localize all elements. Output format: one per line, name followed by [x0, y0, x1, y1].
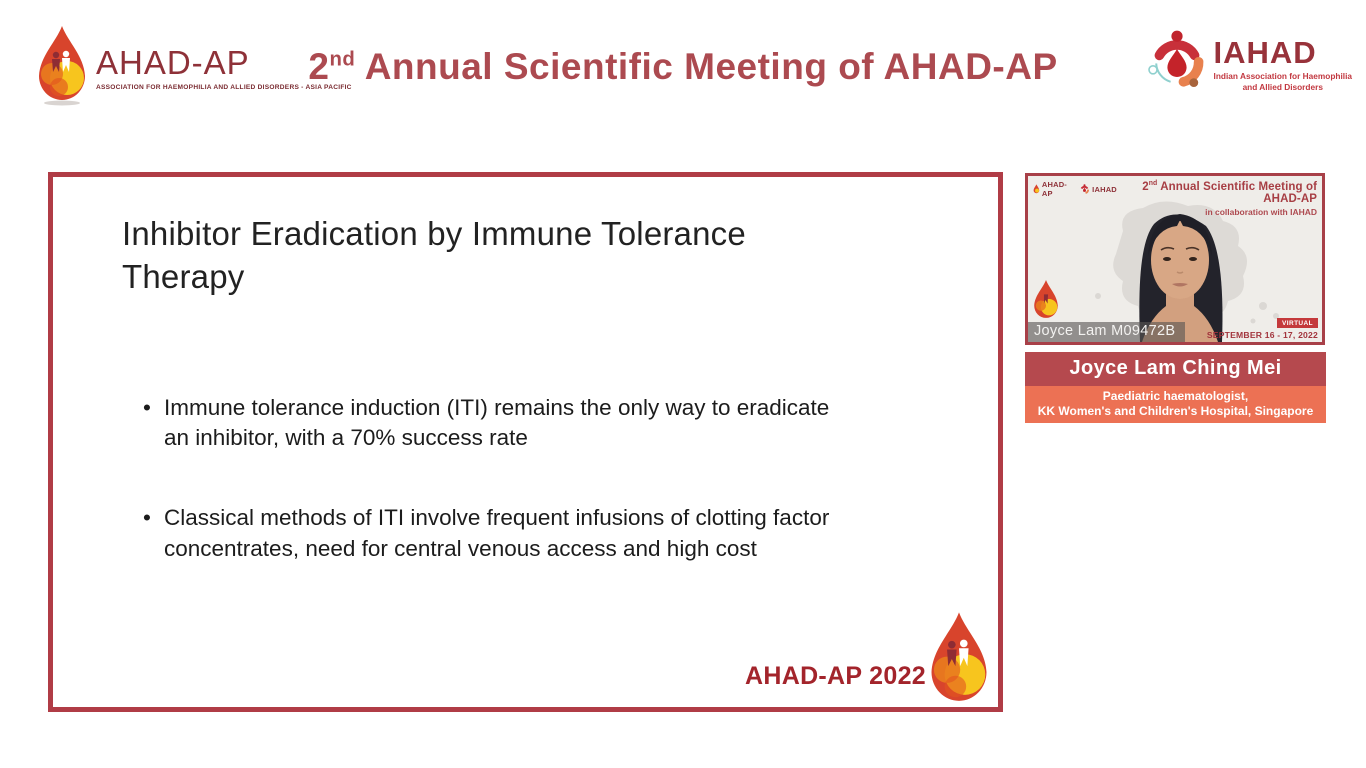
- virtual-badge: VIRTUAL: [1277, 318, 1318, 328]
- iahad-logo-name: IAHAD: [1213, 35, 1317, 71]
- video-date-text: SEPTEMBER 16 - 17, 2022: [1206, 330, 1318, 340]
- slide-bullet: • Classical methods of ITI involve frequent infusions of clotting factor concentrates, need for central venous access and high cost: [143, 503, 998, 564]
- video-banner-title: 2nd Annual Scientific Meeting of AHAD-AP: [1142, 180, 1317, 205]
- mini-ahadap-logo: AHAD-AP: [1033, 180, 1069, 198]
- ahadap-2022-drop-icon: [925, 610, 993, 713]
- speaker-name: Joyce Lam Ching Mei: [1025, 352, 1326, 386]
- iahad-logo-tagline2: and Allied Disorders: [1242, 81, 1323, 92]
- slide-bullet-list: [53, 393, 998, 564]
- slide-footer-logo-text: AHAD-AP 2022: [745, 662, 926, 690]
- speaker-card: [1025, 352, 1326, 423]
- video-top-banner: [1033, 180, 1317, 217]
- speaker-role: Paediatric haematologist, KK Women's and Children's Hospital, Singapore: [1025, 386, 1326, 423]
- iahad-logo: [1145, 28, 1352, 99]
- iahad-circle-icon: [1145, 28, 1209, 99]
- video-corner-flame-icon: [1031, 279, 1061, 326]
- video-name-overlay: Joyce Lam M09472B: [1028, 322, 1185, 342]
- presentation-slide: [48, 172, 1003, 712]
- slide-bullet: • Immune tolerance induction (ITI) remains the only way to eradicate an inhibitor, with a 70% success rate: [143, 393, 998, 454]
- video-banner-subtitle: in collaboration with IAHAD: [1205, 206, 1317, 217]
- slide-title: Inhibitor Eradication by Immune Tolerance Therapy: [122, 215, 746, 295]
- ahadap-logo-tagline: ASSOCIATION FOR HAEMOPHILIA AND ALLIED DISORDERS - ASIA PACIFIC: [96, 84, 352, 91]
- ahadap-logo-name: AHAD-AP: [96, 44, 250, 81]
- speaker-video-thumbnail[interactable]: [1025, 173, 1325, 345]
- page-title: 2nd Annual Scientific Meeting of AHAD-AP: [308, 46, 1058, 87]
- iahad-logo-tagline1: Indian Association for Haemophilia: [1213, 71, 1352, 82]
- mini-iahad-logo: IAHAD: [1079, 184, 1117, 195]
